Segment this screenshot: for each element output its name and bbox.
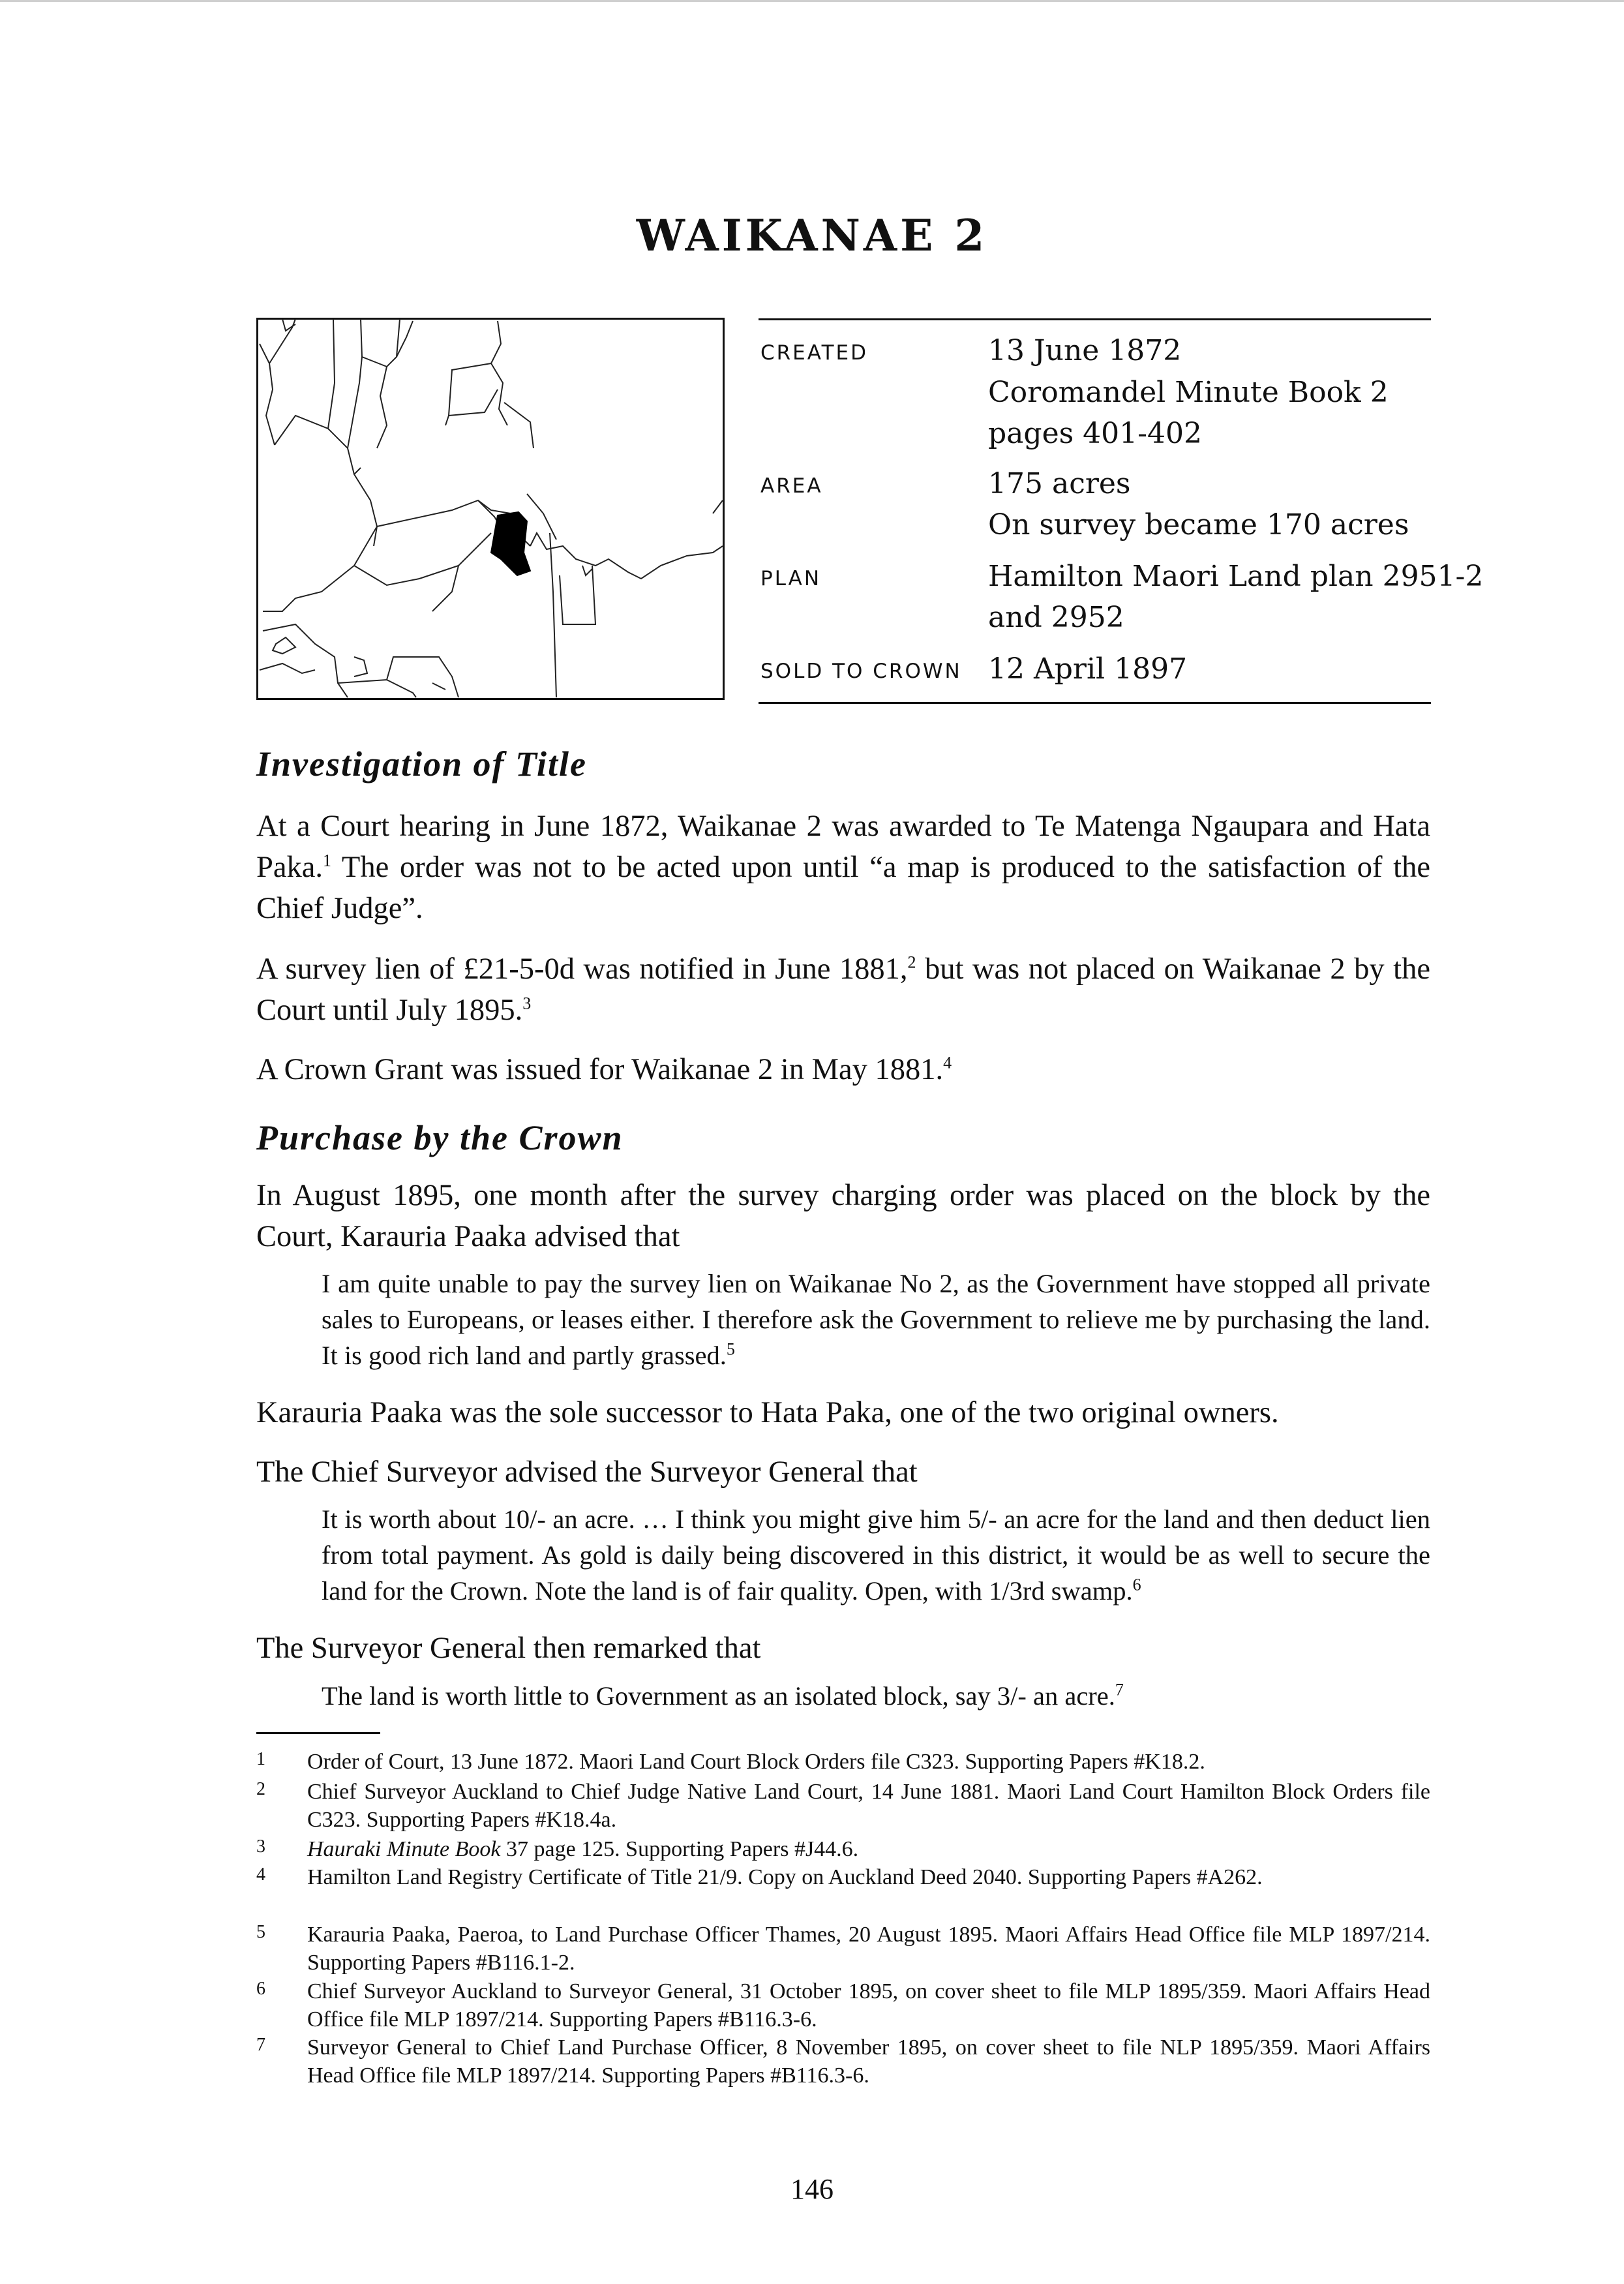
created-date: 13 June 1872 [988,334,1182,367]
block-location-map [256,318,725,700]
top-edge-rule [0,0,1624,2]
heading-purchase-by-the-crown: Purchase by the Crown [256,1118,624,1157]
area-label: AREA [760,474,823,498]
quote-surveyor-general: The land is worth little to Government as an isolated block, say 3/- an acre.$^7$ [322,1680,1124,1711]
sold-label: SOLD TO CROWN [760,660,962,683]
footnote-ref: 7 [1115,1680,1124,1699]
quote-chief-surveyor: It is worth about 10/- an acre. … I think you might give him 5/- an acre for the land and then deduct lien from total payment. As gold is daily being discovered in this district, it would be as well to secure the land for the Crown. Note the land is of fair quality. Open, with 1/3rd swamp.$^6$ [322,1504,1430,1606]
footnote-text: Chief Surveyor Auckland to Chief Judge Native Land Court, 14 June 1881. Maori Land Court Hamilton Block Orders file C323. Supporting Papers #K18.4a. [307,1780,1430,1832]
footnote-ref: 1 [323,851,332,870]
footnote-italic-title: Hauraki Minute Book [307,1837,501,1861]
paragraph-court-hearing: At a Court hearing in June 1872, Waikanae 2 was awarded to Te Matenga Ngaupara and Hata Paka.$^1$ The order was not to be acted upon until “a map is produced to the satisfaction of the Chief Judge”. [256,810,1430,925]
plan-value-cont: and 2952 [988,601,1124,634]
area-value: 175 acres [988,467,1131,500]
footnote-number: 5 [256,1922,265,1942]
plan-label: PLAN [760,567,822,590]
footnote-text: Chief Surveyor Auckland to Surveyor General, 31 October 1895, on cover sheet to file MLP 1895/359. Maori Affairs Head Office file MLP 1897/214. Supporting Papers #B116.3-6. [307,1979,1430,2032]
paragraph-august-1895: In August 1895, one month after the survey charging order was placed on the block by the Court, Karauria Paaka advised that [256,1179,1430,1253]
page-number: 146 [790,2173,834,2205]
footnote-text: 37 page 125. Supporting Papers #J44.6. [500,1837,859,1861]
footnote-text: Order of Court, 13 June 1872. Maori Land Court Block Orders file C323. Supporting Papers #K18.2. [307,1750,1205,1774]
footnote-ref: 4 [943,1053,952,1073]
created-pages: pages 401-402 [988,417,1203,450]
sold-date: 12 April 1897 [988,652,1188,686]
footnote-text: Karauria Paaka, Paeroa, to Land Purchase Officer Thames, 20 August 1895. Maori Affairs Head Office file MLP 1897/214. Supporting Papers #B116.1-2. [307,1923,1430,1975]
footnote-ref: 2 [907,952,916,972]
footnote-number: 2 [256,1779,265,1799]
area-survey: On survey became 170 acres [988,508,1409,541]
footnote-number: 7 [256,2035,265,2055]
footnote-ref: 5 [726,1339,735,1359]
paragraph-surveyor-general: The Surveyor General then remarked that [256,1632,761,1665]
paragraph-chief-surveyor: The Chief Surveyor advised the Surveyor General that [256,1455,918,1489]
created-label: CREATED [760,341,868,365]
created-minute-book: Coromandel Minute Book 2 [988,376,1389,409]
plan-value: Hamilton Maori Land plan 2951-2 [988,560,1484,593]
footnote-ref: 6 [1132,1575,1141,1594]
paragraph-crown-grant: A Crown Grant was issued for Waikanae 2 in May 1881.$^4$ [256,1053,952,1086]
footnote-number: 1 [256,1749,265,1769]
footnote-number: 4 [256,1865,265,1885]
footnote-number: 3 [256,1836,265,1857]
heading-investigation-of-title: Investigation of Title [256,744,587,784]
footnote-text: Surveyor General to Chief Land Purchase Officer, 8 November 1895, on cover sheet to file NLP 1895/359. Maori Affairs Head Office file MLP 1897/214. Supporting Papers #B116.3-6. [307,2035,1430,2088]
footnote-text: Hamilton Land Registry Certificate of Title 21/9. Copy on Auckland Deed 2040. Supporting Papers #A262. [307,1865,1263,1889]
footnote-ref: 3 [522,994,532,1013]
info-table-top-rule [759,318,1431,320]
quote-karauria-paaka: I am quite unable to pay the survey lien on Waikanae No 2, as the Government have stopped all private sales to Europeans, or leases either. I therefore ask the Government to relieve me by purchasing the land. It is good rich land and partly grassed.$^5$ [322,1269,1430,1370]
info-table-bottom-rule [759,702,1431,704]
page-title: WAIKANAE 2 [636,210,988,261]
footnote-number: 6 [256,1979,265,1999]
footnote-rule [256,1732,380,1734]
paragraph-sole-successor: Karauria Paaka was the sole successor to Hata Paka, one of the two original owners. [256,1396,1279,1429]
paragraph-survey-lien: A survey lien of £21-5-0d was notified in June 1881,$^2$ but was not placed on Waikanae 2 by the Court until July 1895.$^3$ [256,952,1430,1027]
